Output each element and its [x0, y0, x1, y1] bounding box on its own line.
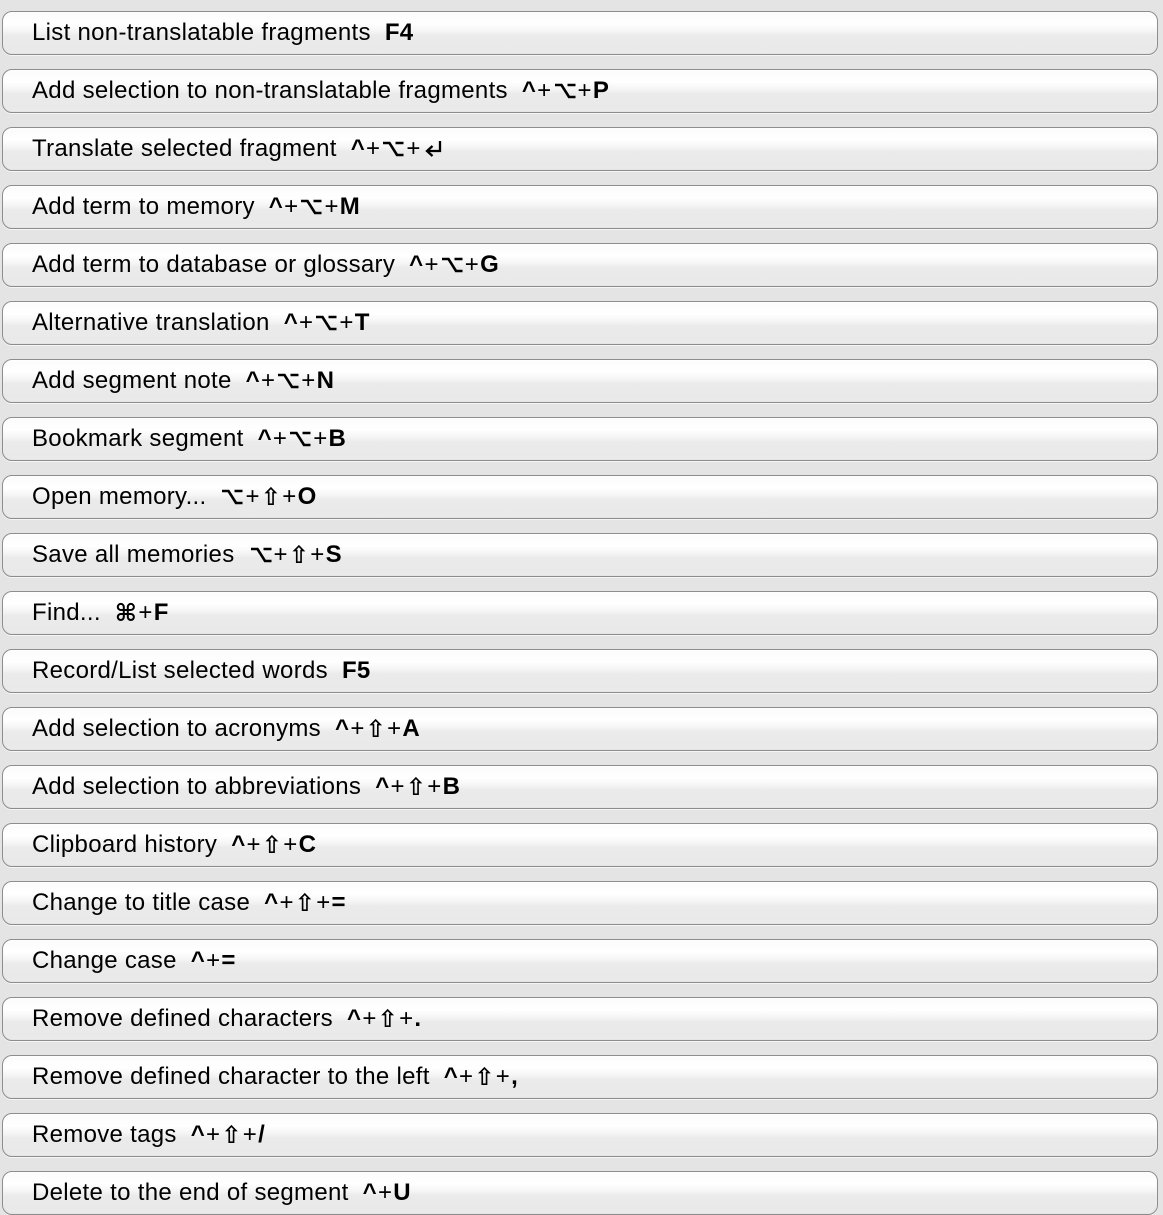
action-button[interactable] [2, 1113, 1158, 1157]
ctrl-key-symbol: ^ [264, 889, 279, 916]
action-button[interactable] [2, 1055, 1158, 1099]
action-button[interactable] [2, 997, 1158, 1041]
plus-separator: + [424, 251, 439, 278]
option-key-icon [553, 80, 577, 102]
button-label: Clipboard history [32, 831, 218, 858]
action-button[interactable] [2, 185, 1158, 229]
button-label: Change to title case [32, 889, 251, 916]
button-shortcut [409, 251, 499, 279]
ctrl-key-symbol: ^ [362, 1179, 377, 1206]
action-button[interactable] [2, 939, 1158, 983]
key-label: . [414, 1005, 422, 1032]
button-shortcut [191, 1121, 265, 1150]
action-button[interactable] [2, 301, 1158, 345]
plus-separator: + [260, 367, 276, 394]
key-label: T [354, 309, 370, 336]
plus-separator: + [387, 715, 402, 742]
ctrl-key-symbol: ^ [257, 425, 272, 452]
button-shortcut [385, 19, 414, 47]
plus-separator: + [406, 135, 421, 162]
key-label: P [592, 77, 610, 104]
button-label: Bookmark segment [32, 425, 244, 452]
shift-key-symbol: ⇧ [261, 831, 283, 859]
button-label: Save all memories [32, 541, 235, 568]
button-shortcut [347, 1005, 421, 1034]
shift-key-symbol: ⇧ [377, 1005, 399, 1033]
plus-separator: + [495, 1063, 511, 1090]
shift-key-symbol: ⇧ [474, 1063, 495, 1091]
button-shortcut [191, 947, 236, 975]
button-shortcut [258, 425, 347, 453]
action-button[interactable] [2, 11, 1158, 55]
plus-separator: + [245, 483, 260, 510]
action-button[interactable] [2, 881, 1158, 925]
shift-key-symbol: ⇧ [365, 715, 387, 743]
button-shortcut [522, 77, 609, 105]
ctrl-key-symbol: ^ [521, 77, 537, 104]
ctrl-key-symbol: ^ [409, 251, 424, 278]
plus-separator: + [310, 541, 325, 568]
action-button[interactable] [2, 475, 1158, 519]
cmd-key-symbol: ⌘ [114, 599, 138, 627]
plus-separator: + [399, 1005, 414, 1032]
plus-separator: + [206, 1121, 221, 1148]
button-shortcut [342, 657, 371, 685]
option-key-icon [276, 370, 300, 392]
button-label: Delete to the end of segment [32, 1179, 349, 1206]
plus-separator: + [272, 425, 288, 452]
key-label: F [153, 599, 169, 626]
plus-separator: + [324, 193, 339, 220]
button-shortcut [284, 309, 370, 337]
button-label: List non-translatable fragments [32, 19, 371, 46]
plus-separator: + [427, 773, 442, 800]
key-label: C [298, 831, 317, 858]
ctrl-key-symbol: ^ [334, 715, 350, 742]
plus-separator: + [242, 1121, 258, 1148]
action-button[interactable] [2, 417, 1158, 461]
button-shortcut [220, 483, 316, 512]
button-label: Add selection to non-translatable fragments [32, 77, 508, 104]
plus-separator: + [299, 309, 314, 336]
shift-key-symbol: ⇧ [288, 541, 310, 569]
key-label: M [339, 193, 361, 220]
shift-key-symbol: ⇧ [294, 889, 316, 917]
option-key-icon [381, 138, 405, 160]
ctrl-key-symbol: ^ [190, 947, 206, 974]
plus-separator: + [464, 251, 480, 278]
ctrl-key-symbol: ^ [443, 1063, 459, 1090]
button-shortcut [444, 1063, 518, 1092]
action-button[interactable] [2, 707, 1158, 751]
action-button[interactable] [2, 649, 1158, 693]
button-label: Remove defined characters [32, 1005, 333, 1032]
button-shortcut [363, 1179, 411, 1207]
plus-separator: + [283, 831, 298, 858]
plus-separator: + [246, 831, 261, 858]
button-label: Add selection to acronyms [32, 715, 321, 742]
option-key-icon [440, 254, 464, 276]
option-key-icon [220, 486, 244, 508]
action-button[interactable] [2, 127, 1158, 171]
action-button[interactable] [2, 243, 1158, 287]
plus-separator: + [339, 309, 354, 336]
ctrl-key-symbol: ^ [190, 1121, 206, 1148]
key-label: , [511, 1063, 519, 1090]
button-shortcut [269, 193, 360, 221]
plus-separator: + [377, 1179, 393, 1206]
button-label: Remove tags [32, 1121, 177, 1148]
key-label: = [221, 947, 236, 974]
ctrl-key-symbol: ^ [350, 135, 366, 162]
button-shortcut [264, 889, 346, 918]
button-label: Record/List selected words [32, 657, 328, 684]
button-label: Add selection to abbreviations [32, 773, 362, 800]
action-button[interactable] [2, 69, 1158, 113]
key-label: / [258, 1121, 266, 1148]
action-button[interactable] [2, 1171, 1158, 1215]
button-label: Add segment note [32, 367, 232, 394]
button-label: Add term to memory [32, 193, 255, 220]
button-label: Add term to database or glossary [32, 251, 396, 278]
plus-separator: + [273, 541, 288, 568]
action-button[interactable] [2, 533, 1158, 577]
key-label: U [393, 1179, 411, 1206]
key-label: O [297, 483, 317, 510]
plus-separator: + [279, 889, 294, 916]
option-key-icon [299, 196, 323, 218]
button-shortcut [115, 599, 169, 628]
plus-separator: + [537, 77, 552, 104]
button-shortcut [246, 367, 335, 395]
plus-separator: + [390, 773, 405, 800]
button-label: Translate selected fragment [32, 135, 337, 162]
button-label: Find... [32, 599, 101, 626]
plus-separator: + [284, 193, 299, 220]
action-button[interactable] [2, 765, 1158, 809]
action-button[interactable] [2, 359, 1158, 403]
action-button[interactable] [2, 823, 1158, 867]
shift-key-symbol: ⇧ [260, 483, 282, 511]
plus-separator: + [350, 715, 365, 742]
button-shortcut [335, 715, 420, 744]
option-key-icon [288, 428, 312, 450]
plus-separator: + [282, 483, 297, 510]
ctrl-key-symbol: ^ [346, 1005, 362, 1032]
plus-separator: + [459, 1063, 474, 1090]
key-label: N [316, 367, 335, 394]
ctrl-key-symbol: ^ [268, 193, 284, 220]
key-label: = [331, 889, 346, 916]
ctrl-key-symbol: ^ [283, 309, 299, 336]
button-label: Remove defined character to the left [32, 1063, 430, 1090]
button-label: Alternative translation [32, 309, 270, 336]
action-button[interactable] [2, 591, 1158, 635]
ctrl-key-symbol: ^ [231, 831, 246, 858]
plus-separator: + [366, 135, 381, 162]
shift-key-symbol: ⇧ [405, 773, 427, 801]
plus-separator: + [301, 367, 316, 394]
ctrl-key-symbol: ^ [245, 367, 260, 394]
key-label: G [480, 251, 500, 278]
key-label: A [402, 715, 421, 742]
plus-separator: + [362, 1005, 377, 1032]
plus-separator: + [313, 425, 328, 452]
button-shortcut [375, 773, 460, 802]
key-label: B [442, 773, 461, 800]
key-label: F5 [341, 657, 371, 684]
return-key-icon [422, 138, 444, 160]
key-label: F4 [384, 19, 414, 46]
key-label: S [325, 541, 342, 568]
ctrl-key-symbol: ^ [375, 773, 390, 800]
key-label: B [328, 425, 347, 452]
button-shortcut [231, 831, 316, 860]
button-shortcut [351, 135, 444, 163]
option-key-icon [314, 312, 338, 334]
button-label: Change case [32, 947, 177, 974]
plus-separator: + [577, 77, 592, 104]
plus-separator: + [316, 889, 331, 916]
shift-key-symbol: ⇧ [221, 1121, 242, 1149]
plus-separator: + [206, 947, 221, 974]
button-shortcut [249, 541, 342, 570]
button-label: Open memory... [32, 483, 207, 510]
option-key-icon [249, 544, 273, 566]
shortcut-button-list [2, 11, 1158, 1215]
plus-separator: + [138, 599, 153, 626]
